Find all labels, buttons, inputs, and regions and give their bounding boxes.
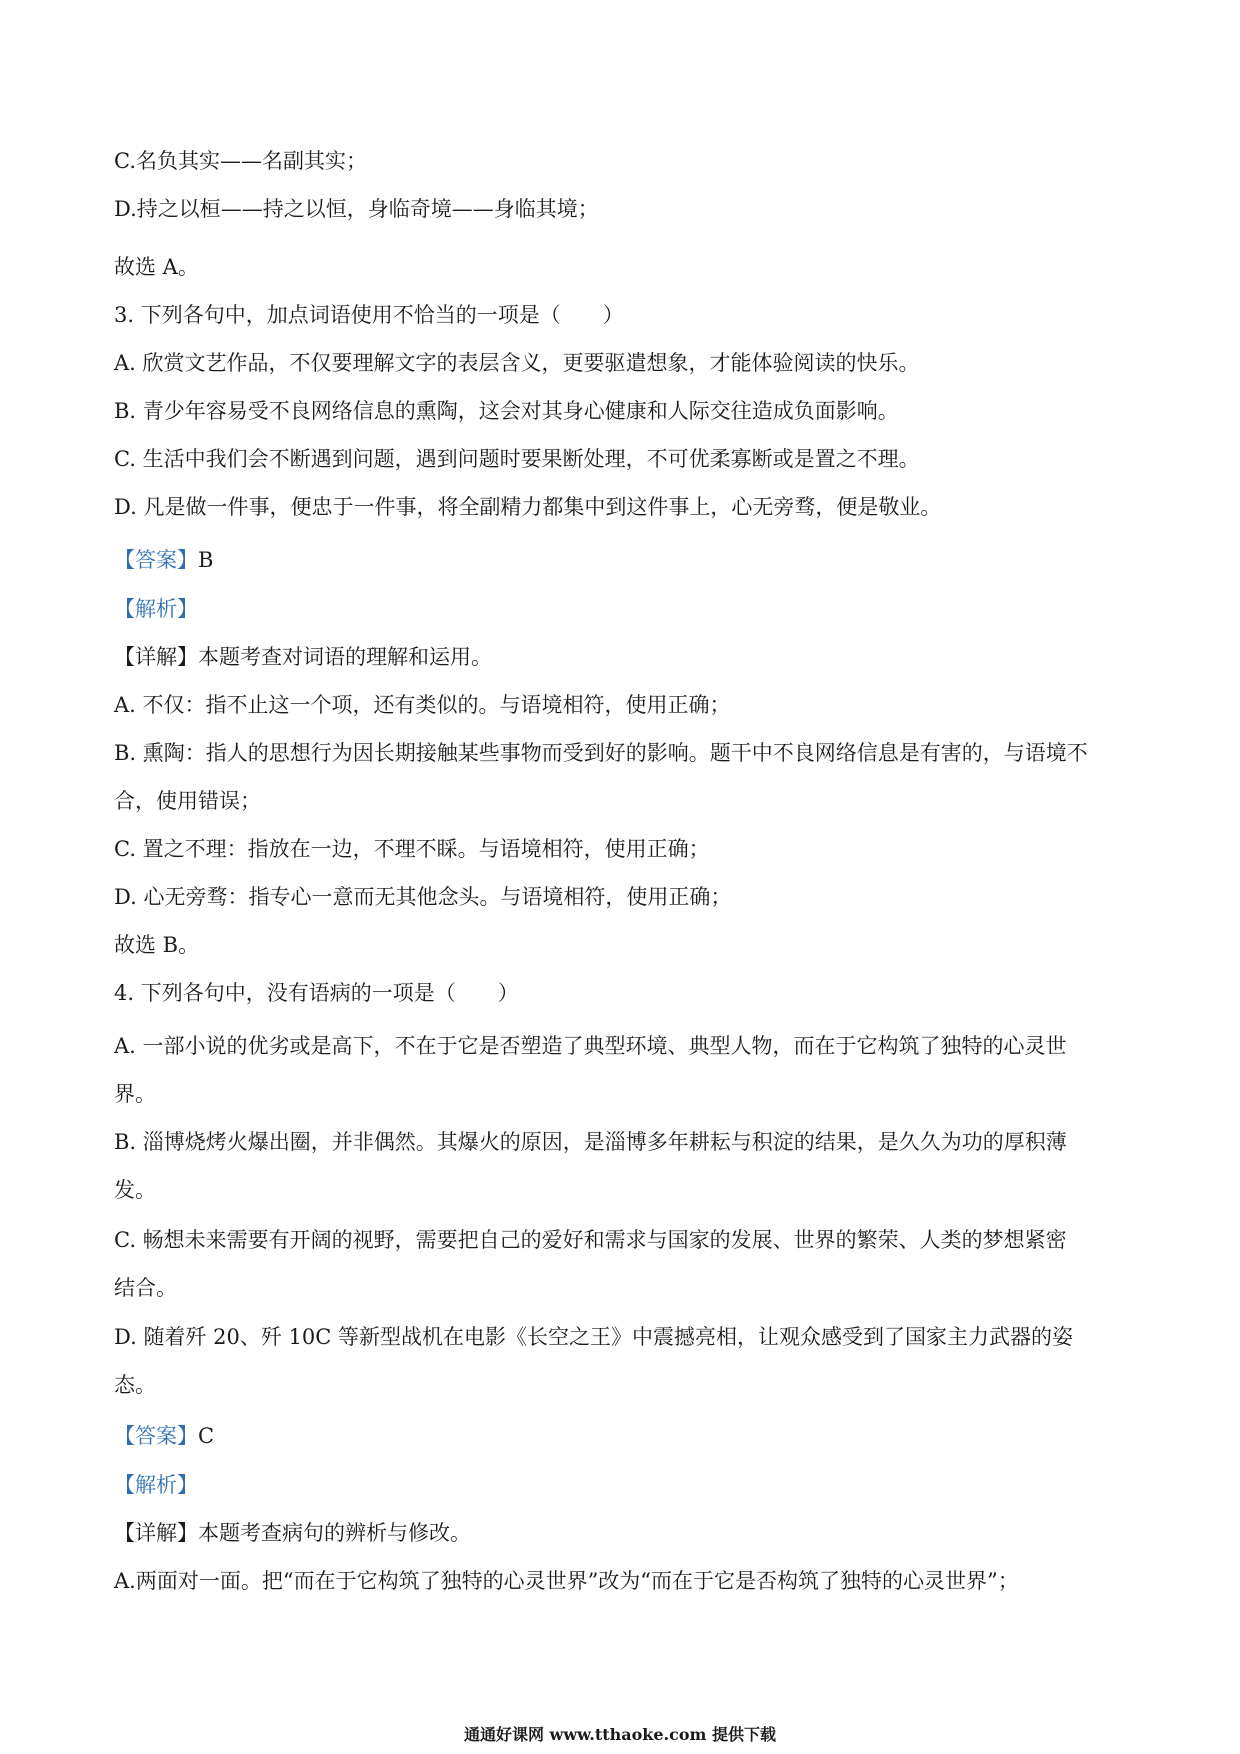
answer-value: C [198,1424,215,1448]
question-4-option-d-1: D. 随着歼 20、歼 10C 等新型战机在电影《长空之王》中震撼亮相，让观众感受到了国家主力武器的姿 [114,1325,1073,1349]
answer-tag: 【答案】 [114,548,198,572]
question-4-option-b-1: B. 淄博烧烤火爆出圈，并非偶然。其爆火的原因，是淄博多年耕耘与积淀的结果，是久久为功的厚积薄 [114,1130,1067,1154]
question-3-option-a: A. 欣赏文艺作品，不仅要理解文字的表层含义，更要驱遣想象，才能体验阅读的快乐。 [114,351,920,375]
detail-3-d: D. 心无旁骛：指专心一意而无其他念头。与语境相符，使用正确； [114,885,732,909]
analysis-3 [114,594,198,624]
question-4-option-a-1: A. 一部小说的优劣或是高下，不在于它是否塑造了典型环境、典型人物，而在于它构筑了独特的心灵世 [114,1034,1067,1058]
question-4-option-c-2: 结合。 [114,1276,177,1300]
question-4-option-a-2: 界。 [114,1082,156,1106]
line-gux2: 故选 B。 [114,933,200,957]
question-3-option-b: B. 青少年容易受不良网络信息的熏陶，这会对其身心健康和人际交往造成负面影响。 [114,399,899,423]
question-4: 4. 下列各句中，没有语病的一项是（ ） [114,981,519,1005]
page-footer: 通通好课网 www.tthaoke.com 提供下载 [463,1725,777,1744]
question-3-option-d: D. 凡是做一件事，便忠于一件事，将全副精力都集中到这件事上，心无旁骛，便是敬业。 [114,495,942,519]
analysis-tag: 【解析】 [114,597,198,621]
analysis-4 [114,1470,198,1500]
answer-value: B [198,548,214,572]
detail-4: 【详解】本题考查病句的辨析与修改。 [114,1521,471,1545]
question-4-option-d-2: 态。 [114,1373,156,1397]
detail-3-c: C. 置之不理：指放在一边，不理不睬。与语境相符，使用正确； [114,837,710,861]
question-4-option-c-1: C. 畅想未来需要有开阔的视野，需要把自己的爱好和需求与国家的发展、世界的繁荣、人类的梦想紧密 [114,1228,1067,1252]
analysis-tag: 【解析】 [114,1473,198,1497]
answer-4 [114,1421,214,1451]
detail-4-a: A.两面对一面。把“而在于它构筑了独特的心灵世界”改为“而在于它是否构筑了独特的心灵世界”； [114,1569,1019,1593]
line-gux1: 故选 A。 [114,255,199,279]
question-3: 3. 下列各句中，加点词语使用不恰当的一项是（ ） [114,303,624,327]
detail-3-b-2: 合，使用错误； [114,789,261,813]
question-4-option-b-2: 发。 [114,1178,156,1202]
detail-3-b-1: B. 熏陶：指人的思想行为因长期接触某些事物而受到好的影响。题干中不良网络信息是有害的，与语境不 [114,741,1088,765]
answer-tag: 【答案】 [114,1424,198,1448]
answer-3 [114,545,213,575]
detail-3: 【详解】本题考查对词语的理解和运用。 [114,645,492,669]
question-3-option-c: C. 生活中我们会不断遇到问题，遇到问题时要果断处理，不可优柔寡断或是置之不理。 [114,447,920,471]
detail-3-a: A. 不仅：指不止这一个项，还有类似的。与语境相符，使用正确； [114,693,731,717]
line-d: D.持之以桓——持之以恒，身临奇境——身临其境； [114,197,599,221]
line-c: C.名负其实——名副其实； [114,149,367,173]
